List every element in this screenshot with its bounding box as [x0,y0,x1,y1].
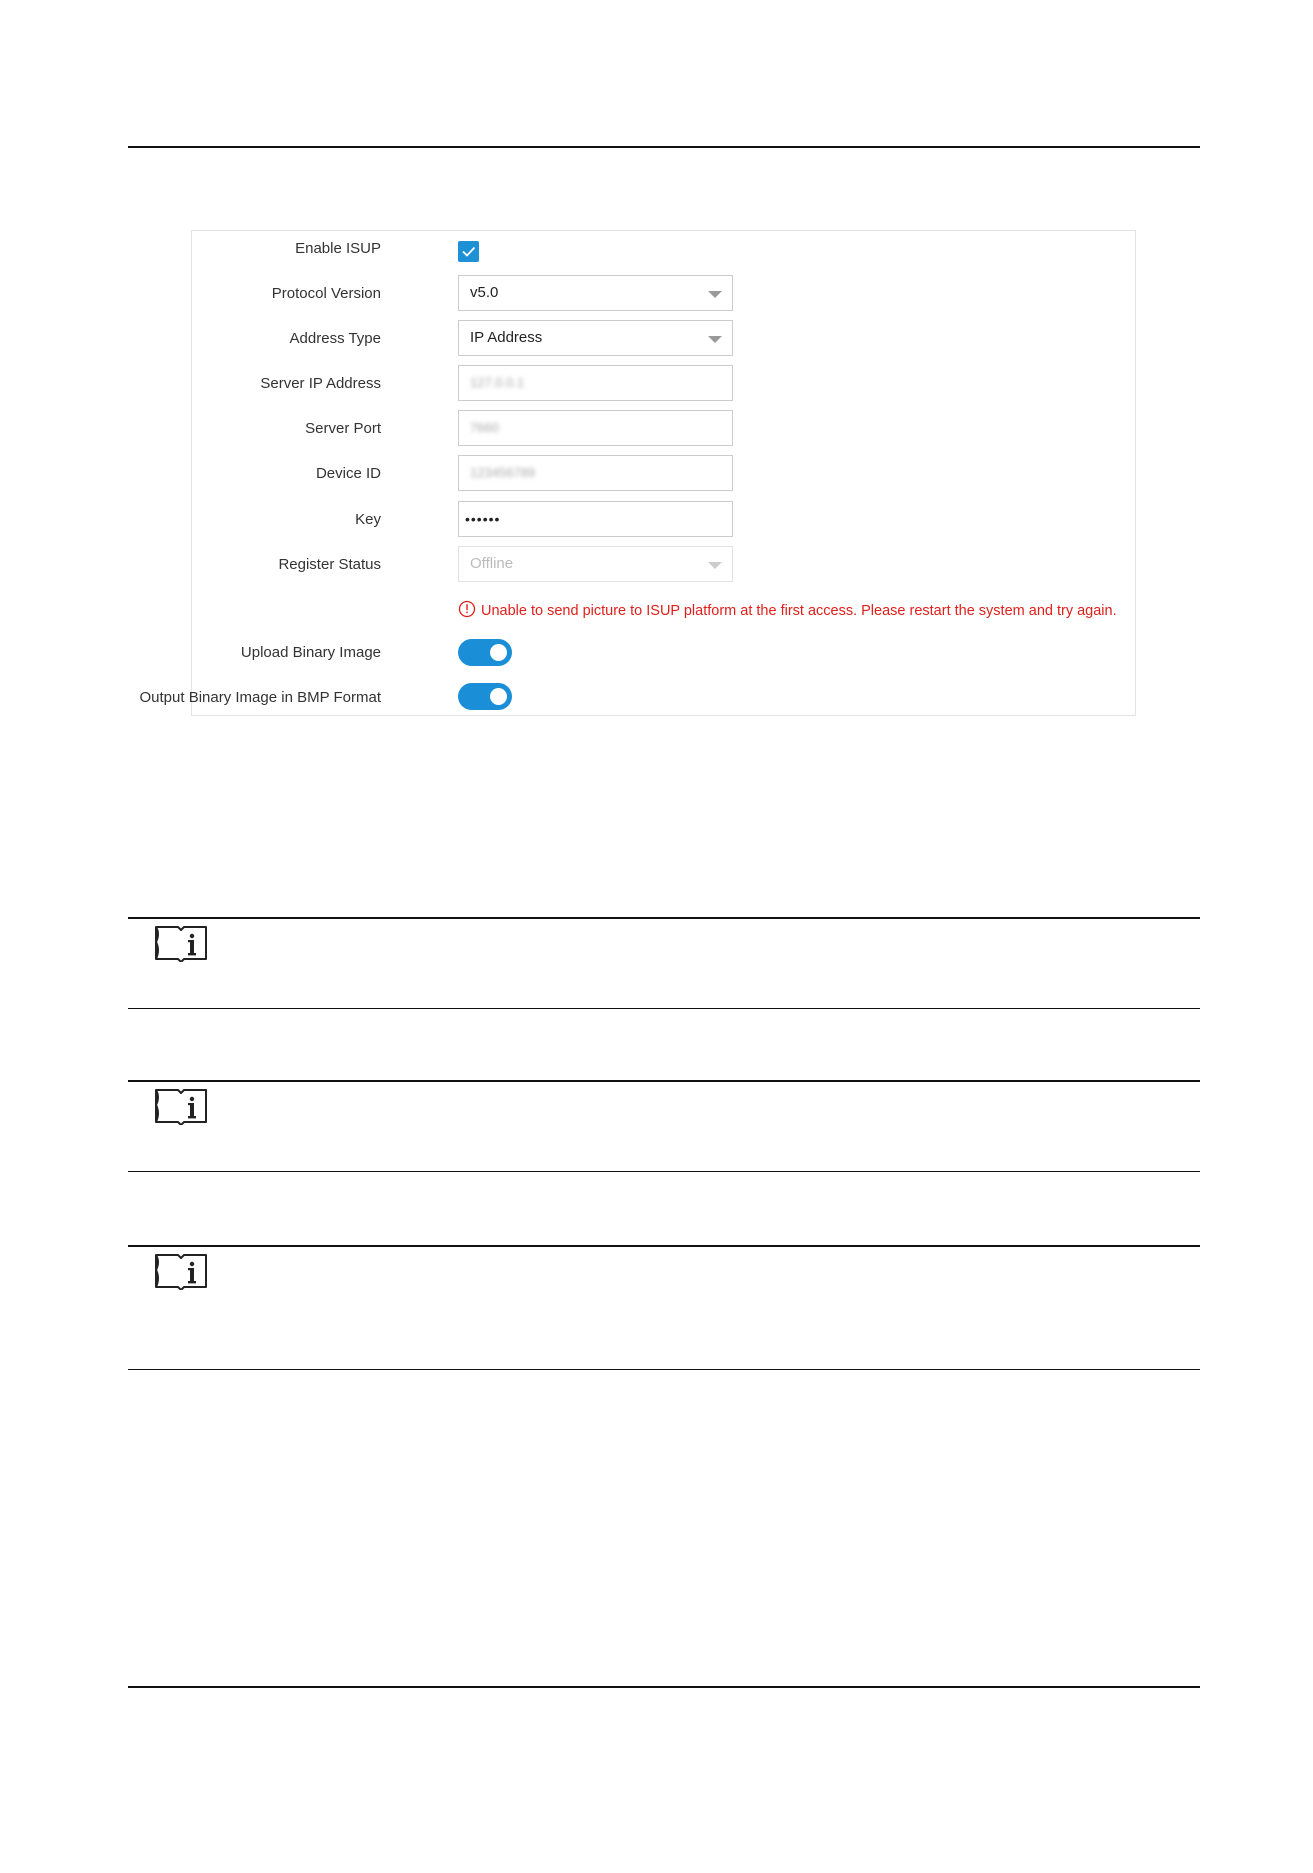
footer-rule [128,1686,1200,1688]
upload-binary-label: Upload Binary Image [240,644,381,661]
upload-binary-toggle[interactable] [458,639,512,666]
register-status-label: Register Status [278,556,381,573]
protocol-version-label: Protocol Version [271,285,381,302]
register-status-select [458,546,733,582]
error-circle-icon [458,600,476,622]
header-rule [128,146,1200,148]
server-port-label: Server Port [305,420,381,437]
chevron-down-icon [708,336,722,343]
server-port-input[interactable] [458,410,733,446]
checkmark-icon [458,241,479,262]
note-book-info-icon [154,924,208,962]
key-input[interactable] [458,501,733,537]
toggle-knob [490,688,507,705]
enable-isup-label: Enable ISUP [295,240,381,257]
server-ip-value: 127.0.0.1 [470,375,525,390]
note-book-info-icon [154,1087,208,1125]
note-rule-bottom [128,1369,1200,1370]
note-rule-bottom [128,1008,1200,1009]
chevron-down-icon [708,291,722,298]
note-rule-top [128,1245,1200,1247]
protocol-version-value: v5.0 [470,284,499,301]
toggle-knob [490,644,507,661]
register-status-value: Offline [470,555,514,572]
chevron-down-icon [708,562,722,569]
enable-isup-checkbox[interactable] [458,241,479,262]
output-bmp-label: Output Binary Image in BMP Format [139,689,381,706]
device-id-value: 123456789 [470,465,536,480]
isup-settings-panel [139,230,1136,716]
device-id-input[interactable] [458,455,733,491]
protocol-version-select[interactable] [458,275,733,311]
note-rule-top [128,1080,1200,1082]
note-rule-bottom [128,1171,1200,1172]
note-book-info-icon [154,1252,208,1290]
address-type-select[interactable] [458,320,733,356]
server-ip-input[interactable] [458,365,733,401]
note-rule-top [128,917,1200,919]
device-id-label: Device ID [315,465,381,482]
address-type-label: Address Type [289,330,381,347]
key-label: Key [355,511,381,528]
address-type-value: IP Address [470,329,543,346]
server-port-value: 7660 [470,420,499,435]
output-bmp-toggle[interactable] [458,683,512,710]
key-value: •••••• [465,511,501,527]
error-text: Unable to send picture to ISUP platform at the first access. Please restart the system and try again. [481,603,1117,619]
error-message [458,600,1117,622]
server-ip-label: Server IP Address [260,375,381,392]
